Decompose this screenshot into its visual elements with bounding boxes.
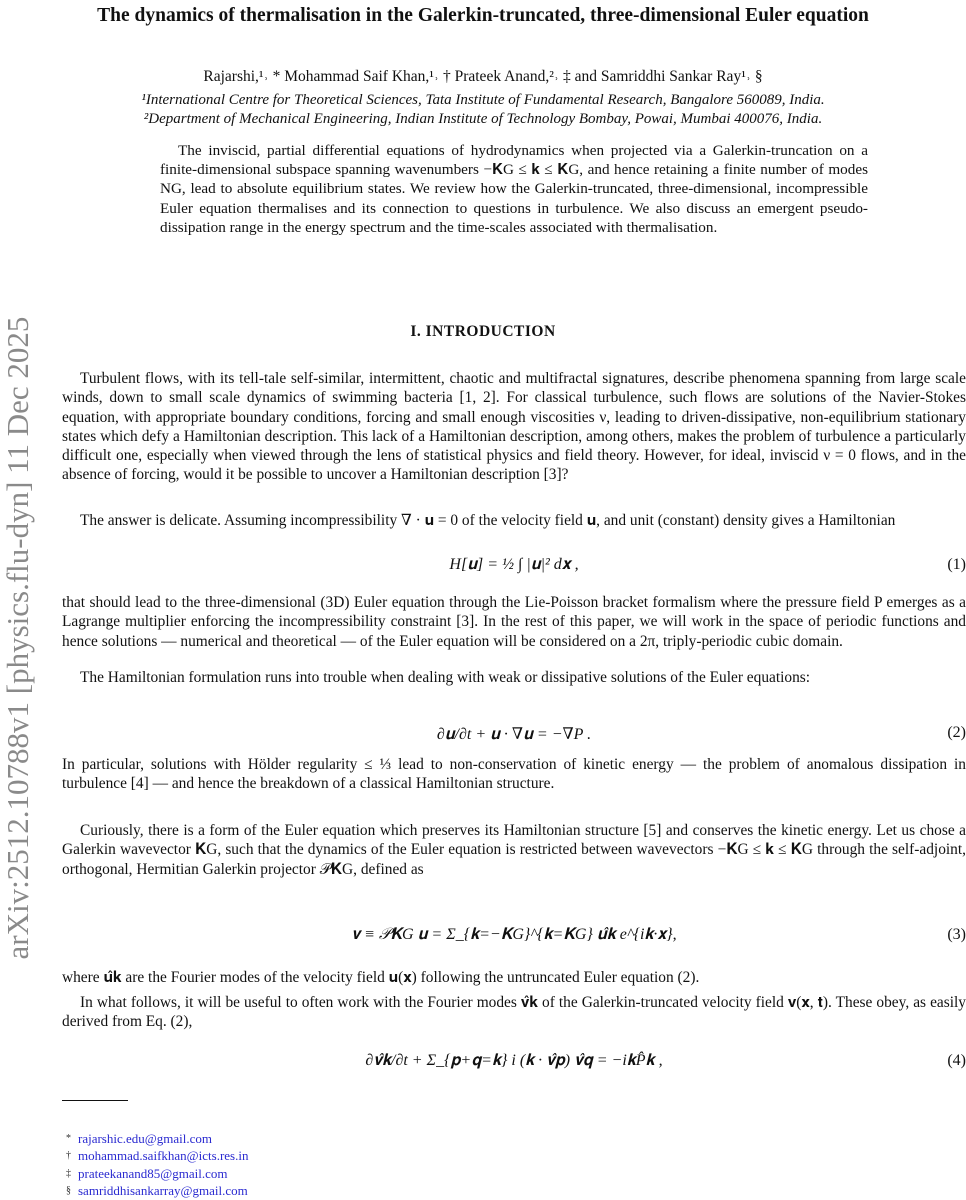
paragraph: The Hamiltonian formulation runs into trouble when dealing with weak or dissipative solutions of the Euler equations: [80,669,811,686]
equation-number: (4) [947,1052,966,1069]
affiliation-2: ²Department of Mechanical Engineering, Indian Institute of Technology Bombay, Powai, Mumbai 400076, India. [143,111,823,127]
paragraph: The answer is delicate. Assuming incompressibility ∇ · 𝐮 = 0 of the velocity field 𝐮, and unit (constant) density gives a Hamiltonian [80,512,896,529]
affiliation-1: ¹International Centre for Theoretical Sciences, Tata Institute of Fundamental Research, Bangalore 560089, India. [141,92,825,108]
equation-body: 𝐯 ≡ 𝒫𝐊G 𝐮 = Σ_{𝐤=−𝐊G}^{𝐤=𝐊G} 𝐮̂𝐤 e^{i𝐤·𝐱}, [351,926,677,943]
paragraph: Curiously, there is a form of the Euler equation which preserves its Hamiltonian structure [5] and conserves the kinetic energy. Let us chose a Galerkin wavevector 𝐊G, such that the dynamics of the Euler equation is restricted between wavevectors −𝐊G ≤ 𝐤 ≤ 𝐊G through the self-adjoint, orthogonal, Hermitian Galerkin projector 𝒫𝐊G, defined as [62,822,966,878]
abstract: The inviscid, partial differential equations of hydrodynamics when projected via a Galerkin-truncation on a finite-dimensional subspace spanning wavenumbers −𝐊G ≤ 𝐤 ≤ 𝐊G, and hence retaining a finite number of modes NG, lead to absolute equilibrium states. We review how the Galerkin-truncated, three-dimensional, incompressible Euler equation thermalises and its connection to questions in turbulence. We also discuss an emergent pseudo-dissipation range in the energy spectrum and the time-scales associated with thermalisation. [160,142,868,236]
footnote-mark: * [66,1133,71,1144]
email-link[interactable]: rajarshic.edu@gmail.com [78,1131,212,1146]
equation-body: ∂𝐮/∂t + 𝐮 · ∇𝐮 = −∇P . [436,726,592,743]
equation-1 [62,556,966,574]
paragraph: that should lead to the three-dimensional (3D) Euler equation through the Lie-Poisson bracket formalism where the pressure field P emerges as a Lagrange multiplier enforcing the incompressibility constraint [3]. In the rest of this paper, we will work in the space of periodic functions and hence solutions — numerical and theoretical — of the Euler equation will be considered on a 2π, triply-periodic cubic domain. [62,594,966,650]
footnote-mark: § [66,1185,71,1196]
arxiv-identifier-stamp: arXiv:2512.10788v1 [physics.flu-dyn] 11 Dec 2025 [0,316,35,960]
footnote-mark: ‡ [66,1168,71,1179]
equation-3 [62,926,966,944]
footnote [66,1165,228,1183]
footnote [66,1130,212,1148]
equation-4 [62,1052,966,1070]
equation-number: (3) [947,926,966,943]
footnote [66,1147,248,1165]
email-link[interactable]: prateekanand85@gmail.com [78,1166,228,1181]
equation-number: (2) [947,724,966,741]
email-link[interactable]: samriddhisankarray@gmail.com [78,1183,248,1198]
section-heading: I. INTRODUCTION [410,323,556,340]
equation-body: ∂𝐯̂𝐤/∂t + Σ_{𝐩+𝐪=𝐤} i (𝐤 · 𝐯̂𝐩) 𝐯̂𝐪 = −i𝐤P̂𝐤 , [365,1052,663,1069]
paragraph: Turbulent flows, with its tell-tale self-similar, intermittent, chaotic and multifractal signatures, describe phenomena spanning from large scale winds, down to small scale dynamics of swimming bacteria [1, 2]. For classical turbulence, such flows are solutions of the Navier-Stokes equation, with appropriate boundary conditions, forcing and small enough viscosities ν, leading to driven-dissipative, non-equilibrium stationary states which defy a Hamiltonian description. This lack of a Hamiltonian description, among others, makes the problem of turbulence a particularly difficult one, especially when viewed through the lens of statistical physics and field theory. However, for ideal, inviscid ν = 0 flows, and in the absence of forcing, would it be possible to uncover a Hamiltonian description [3]? [62,370,966,484]
email-link[interactable]: mohammad.saifkhan@icts.res.in [78,1148,249,1163]
footnote-rule [62,1100,128,1101]
equation-2 [62,724,966,744]
author-list: Rajarshi,¹˒ * Mohammad Saif Khan,¹˒ † Prateek Anand,²˒ ‡ and Samriddhi Sankar Ray¹˒ § [203,68,763,85]
equation-number: (1) [947,556,966,573]
footnote-mark: † [66,1150,71,1161]
footnote [66,1182,248,1200]
equation-body: H[𝐮] = ½ ∫ |𝐮|² d𝐱 , [449,556,579,573]
paragraph: In what follows, it will be useful to often work with the Fourier modes 𝐯̂𝐤 of the Galerkin-truncated velocity field 𝐯(𝐱, 𝐭). These obey, as easily derived from Eq. (2), [62,994,966,1031]
paragraph: where 𝐮̂𝐤 are the Fourier modes of the velocity field 𝐮(𝐱) following the untruncated Euler equation (2). [62,969,700,986]
paragraph: In particular, solutions with Hölder regularity ≤ ⅓ lead to non-conservation of kinetic energy — the problem of anomalous dissipation in turbulence [4] — and hence the breakdown of a classical Hamiltonian structure. [62,756,966,793]
paper-title: The dynamics of thermalisation in the Galerkin-truncated, three-dimensional Euler equation [97,5,869,26]
